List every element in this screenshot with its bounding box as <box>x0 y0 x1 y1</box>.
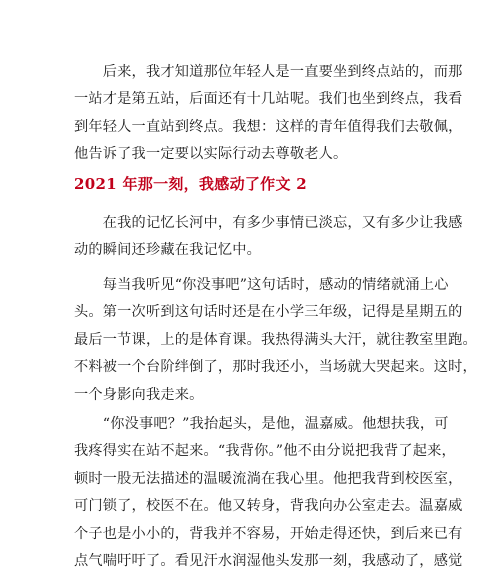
text-line: 在我的记忆长河中，有多少事情已淡忘，又有多少让我感 <box>74 215 463 231</box>
paragraph-3 <box>74 272 477 409</box>
paragraph-2 <box>74 210 463 265</box>
text-line: 头。第一次听到这句话时还是在小学三年级，记得是星期五的 <box>74 304 463 321</box>
text-line: 后来，我才知道那位年轻人是一直要坐到终点站的，而那 <box>74 64 463 80</box>
text-line: 每当我听见“你没事吧”这句话时，感动的情绪就涌上心 <box>74 277 449 293</box>
text-line: 一站才是第五站，后面还有十几站呢。我们也坐到终点，我看 <box>74 91 463 108</box>
text-line: 到年轻人一直站到终点。我想：这样的青年值得我们去敬佩， <box>74 118 463 135</box>
text-line: 顿时一股无法描述的温暖流淌在我心里。他把我背到校医室， <box>74 470 463 487</box>
text-line: 最后一节课，上的是体育课。我热得满头大汗，就往教室里跑。 <box>74 331 477 348</box>
text-line: 个子也是小小的，背我并不容易，开始走得还快，到后来已有 <box>74 525 463 542</box>
paragraph-4 <box>74 411 463 575</box>
text-line: 点气喘吁吁了。看见汗水润湿他头发那一刻，我感动了，感觉 <box>74 553 463 570</box>
paragraph-1 <box>74 59 463 169</box>
text-line: 我疼得实在站不起来。“我背你。”他不由分说把我背了起来， <box>74 443 456 460</box>
text-line: 他告诉了我一定要以实际行动去尊敬老人。 <box>74 146 348 163</box>
text-line: “你没事吧？”我抬起头，是他，温嘉威。他想扶我，可 <box>74 416 449 432</box>
text-line: 不料被一个台阶绊倒了，那时我还小，当场就大哭起来。这时， <box>74 359 477 376</box>
text-line: 动的瞬间还珍藏在我记忆中。 <box>74 242 262 259</box>
text-line: 一个身影向我走来。 <box>74 386 204 403</box>
section-heading: 2021 年那一刻，我感动了作文 2 <box>74 175 308 193</box>
text-line: 可门锁了，校医不在。他又转身，背我向办公室走去。温嘉威 <box>74 498 463 515</box>
